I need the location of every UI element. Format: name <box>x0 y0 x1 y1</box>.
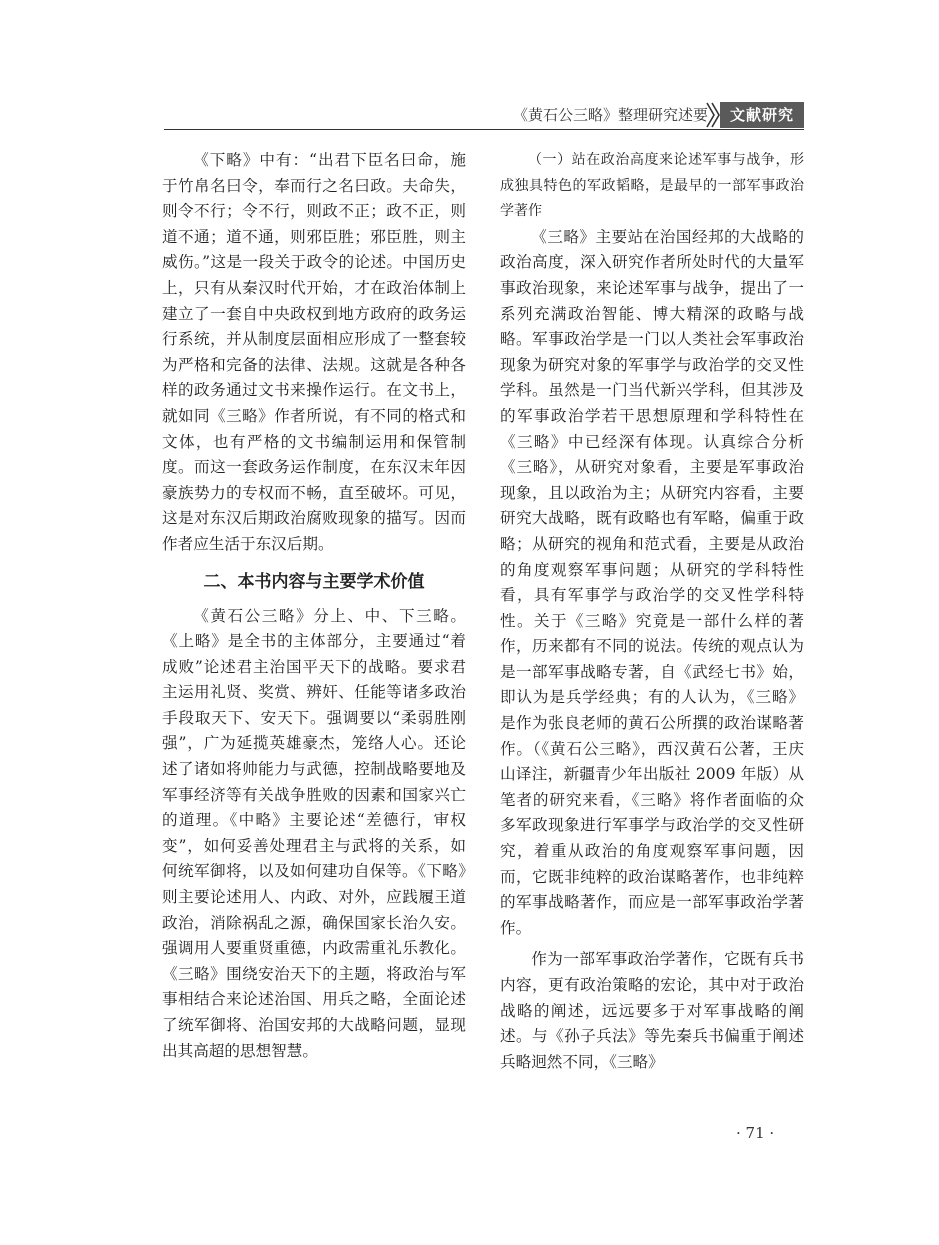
running-header-title: 《黄石公三略》整理研究述要 <box>512 106 708 124</box>
left-column <box>162 148 466 1064</box>
right-column <box>500 148 804 1075</box>
sub-heading: （一）站在政治高度来论述军事与战争，形成独具特色的军政韬略，是最早的一部军事政治学著作 <box>500 152 804 220</box>
section-heading: 二、本书内容与主要学术价值 <box>203 571 425 592</box>
left-paragraph-1: 《下略》中有：“出君下臣名曰命，施于竹帛名曰令，奉而行之名曰政。夫命失，则令不行；令不行，则政不正；政不正，则道不通；道不通，则邪臣胜；邪臣胜，则主威伤。”这是一段关于政令的论述。中国历史上，只有从秦汉时代开始，才在政治体制上建立了一套自中央政权到地方政府的政务运行系统，并从制度层面相应形成了一整套较为严格和完备的法律、法规。这就是各种各样的政务通过文书来操作运行。在文书上，就如同《三略》作者所说，有不同的格式和文体，也有严格的文书编制运用和保管制度。而这一套政务运作制度，在东汉末年因豪族势力的专权而不畅，直至破坏。可见，这是对东汉后期政治腐败现象的描写。因而作者应生活于东汉后期。 <box>162 151 466 553</box>
right-paragraph-2: 作为一部军事政治学著作，它既有兵书内容，更有政治策略的宏论，其中对于政治战略的阐述，远远要多于对军事战略的阐述。与《孙子兵法》等先秦兵书偏重于阐述兵略迥然不同，《三略》 <box>500 950 804 1071</box>
left-paragraph-2: 《黄石公三略》分上、中、下三略。《上略》是全书的主体部分，主要通过“着成败”论述君主治国平天下的战略。要求君主运用礼贤、奖赏、辨奸、任能等诸多政治手段取天下、安天下。强调要以“柔弱胜刚强”，广为延揽英雄豪杰，笼络人心。还论述了诸如将帅能力与武德，控制战略要地及军事经济等有关战争胜败的因素和国家兴亡的道理。《中略》主要论述“差德行，审权变”，如何妥善处理君主与武将的关系，如何统军御将，以及如何建功自保等。《下略》则主要论述用人、内政、对外，应践履王道政治，消除祸乱之源，确保国家长治久安。强调用人要重贤重德，内政需重礼乐教化。《三略》围绕安治天下的主题，将政治与军事相结合来论述治国、用兵之略，全面论述了统军御将、治国安邦的大战略问题，显现出其高超的思想智慧。 <box>162 606 466 1060</box>
header-rule <box>164 129 804 130</box>
section-badge: 文献研究 <box>720 102 804 128</box>
right-paragraph-1: 《三略》主要站在治国经邦的大战略的政治高度，深入研究作者所处时代的大量军事政治现象，来论述军事与战争，提出了一系列充满政治智能、博大精深的政略与战略。军事政治学是一门以人类社会军事政治现象为研究对象的军事学与政治学的交叉性学科。虽然是一门当代新兴学科，但其涉及的军事政治学若干思想原理和学科特性在《三略》中已经深有体现。认真综合分析《三略》，从研究对象看，主要是军事政治现象，且以政治为主；从研究内容看，主要研究大战略，既有政略也有军略，偏重于政略；从研究的视角和范式看，主要是从政治的角度观察军事问题；从研究的学科特性看，具有军事学与政治学的交叉性学科特性。关于《三略》究竟是一部什么样的著作，历来都有不同的说法。传统的观点认为是一部军事战略专著，自《武经七书》始，即认为是兵学经典；有的人认为，《三略》是作为张良老师的黄石公所撰的政治谋略著作。（《黄石公三略》，西汉黄石公著，王庆山译注，新疆青少年出版社 2009 年版）从笔者的研究来看，《三略》将作者面临的众多军政现象进行军事学与政治学的交叉性研究，着重从政治的角度观察军事问题，因而，它既非纯粹的政治谋略著作，也非纯粹的军事战略著作，而应是一部军事政治学著作。 <box>500 227 804 937</box>
page-number: · 71 · <box>736 1124 775 1142</box>
double-chevron-icon <box>706 102 720 128</box>
running-header <box>164 102 804 128</box>
